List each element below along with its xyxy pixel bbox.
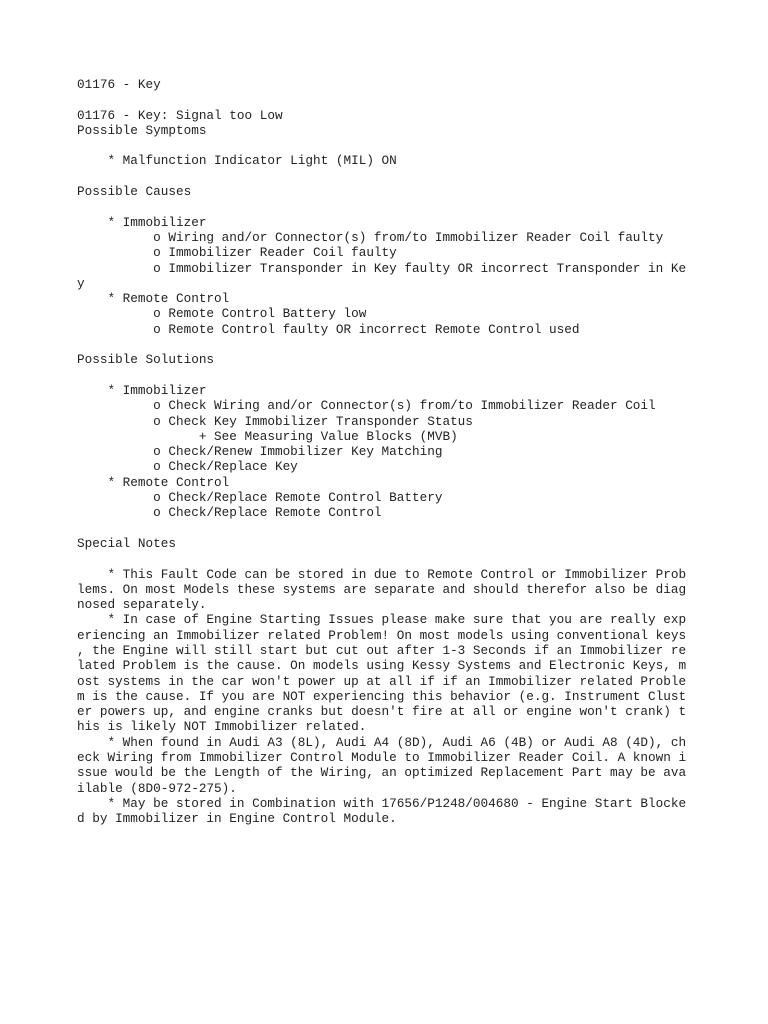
document-line: o Check Key Immobilizer Transponder Status <box>77 413 473 429</box>
document-line: 01176 - Key: Signal too Low <box>77 107 283 123</box>
document-line: ilable (8D0-972-275). <box>77 780 237 796</box>
document-line: o Check/Replace Key <box>77 459 298 475</box>
document-line <box>77 169 697 184</box>
document-line: o Remote Control Battery low <box>77 306 367 322</box>
document-line: * This Fault Code can be stored in due to Remote Control or Immobilizer Prob <box>77 566 687 582</box>
document-line: eriencing an Immobilizer related Problem! On most models using conventional keys <box>77 627 687 643</box>
document-line: o Check/Replace Remote Control Battery <box>77 490 443 506</box>
document-line: Possible Causes <box>77 184 192 200</box>
document-line: * Remote Control <box>77 291 230 307</box>
document-line: m is the cause. If you are NOT experiencing this behavior (e.g. Instrument Clust <box>77 688 687 704</box>
document-line: * In case of Engine Starting Issues please make sure that you are really exp <box>77 612 687 628</box>
document-line: * May be stored in Combination with 17656/P1248/004680 - Engine Start Blocke <box>77 795 687 811</box>
document-line <box>77 521 697 536</box>
document-line: nosed separately. <box>77 597 207 613</box>
document-line: 01176 - Key <box>77 77 161 92</box>
document-line: o Wiring and/or Connector(s) from/to Immobilizer Reader Coil faulty <box>77 229 664 245</box>
document-line: o Check/Renew Immobilizer Key Matching <box>77 444 443 460</box>
document-line: y <box>77 275 85 291</box>
document-line: , the Engine will still start but cut out after 1-3 Seconds if an Immobilizer re <box>77 642 687 658</box>
document-line: his is likely NOT Immobilizer related. <box>77 719 367 735</box>
document-line: * Malfunction Indicator Light (MIL) ON <box>77 153 397 169</box>
document-line: Possible Solutions <box>77 352 215 368</box>
document-line: * Immobilizer <box>77 382 207 398</box>
document-line: lems. On most Models these systems are separate and should therefor also be diag <box>77 581 687 597</box>
document-line: Special Notes <box>77 535 176 551</box>
document-line <box>77 551 697 566</box>
document-line: o Remote Control faulty OR incorrect Remote Control used <box>77 321 580 337</box>
document-line: d by Immobilizer in Engine Control Module. <box>77 811 397 827</box>
document-line: o Check Wiring and/or Connector(s) from/to Immobilizer Reader Coil <box>77 398 656 414</box>
document-line <box>77 138 697 153</box>
document-line <box>77 199 697 214</box>
document-line: * Remote Control <box>77 474 230 490</box>
document-line: eck Wiring from Immobilizer Control Module to Immobilizer Reader Coil. A known i <box>77 750 687 766</box>
document-line: lated Problem is the cause. On models using Kessy Systems and Electronic Keys, m <box>77 658 687 674</box>
document-line: * When found in Audi A3 (8L), Audi A4 (8D), Audi A6 (4B) or Audi A8 (4D), ch <box>77 734 687 750</box>
document-line: ost systems in the car won't power up at all if if an Immobilizer related Proble <box>77 673 687 689</box>
document-line: o Immobilizer Transponder in Key faulty OR incorrect Transponder in Ke <box>77 260 687 276</box>
document-line <box>77 368 697 383</box>
document-line: + See Measuring Value Blocks (MVB) <box>77 428 458 444</box>
document-line <box>77 92 697 107</box>
document-line: ssue would be the Length of the Wiring, an optimized Replacement Part may be ava <box>77 765 687 781</box>
document-line <box>77 337 697 352</box>
document-line: Possible Symptoms <box>77 122 207 138</box>
document-line: o Check/Replace Remote Control <box>77 505 382 521</box>
document-page <box>77 77 697 827</box>
document-line: o Immobilizer Reader Coil faulty <box>77 245 397 261</box>
document-line: er powers up, and engine cranks but doesn't fire at all or engine won't crank) t <box>77 704 687 720</box>
document-line: * Immobilizer <box>77 214 207 230</box>
